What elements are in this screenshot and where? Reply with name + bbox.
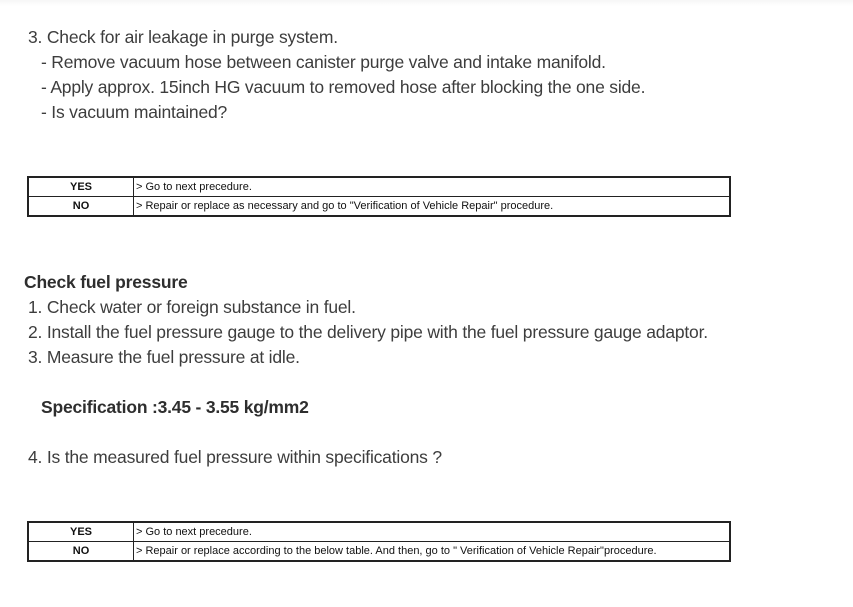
table-row bbox=[28, 522, 730, 542]
no-label: NO bbox=[28, 197, 134, 217]
table-row bbox=[28, 197, 730, 217]
no-action: > Repair or replace as necessary and go to "Verification of Vehicle Repair" procedure. bbox=[134, 197, 731, 217]
no-label: NO bbox=[28, 542, 134, 562]
substep-apply-vacuum: - Apply approx. 15inch HG vacuum to removed hose after blocking the one side. bbox=[41, 77, 646, 97]
yes-action: > Go to next precedure. bbox=[134, 177, 731, 197]
step-4-question: 4. Is the measured fuel pressure within specifications ? bbox=[28, 447, 442, 467]
step-3: 3. Measure the fuel pressure at idle. bbox=[28, 347, 300, 367]
step-2: 2. Install the fuel pressure gauge to the delivery pipe with the fuel pressure gauge adaptor. bbox=[28, 322, 708, 342]
specification: Specification :3.45 - 3.55 kg/mm2 bbox=[41, 397, 309, 417]
yes-action: > Go to next precedure. bbox=[134, 522, 731, 542]
step-1: 1. Check water or foreign substance in fuel. bbox=[28, 297, 356, 317]
purge-result-table bbox=[27, 176, 731, 217]
fuel-pressure-result-table bbox=[27, 521, 731, 562]
table-row bbox=[28, 177, 730, 197]
no-action: > Repair or replace according to the below table. And then, go to " Verification of Vehicle Repair"procedure. bbox=[134, 542, 731, 562]
section-title: Check fuel pressure bbox=[24, 272, 188, 292]
substep-remove-hose: - Remove vacuum hose between canister purge valve and intake manifold. bbox=[41, 52, 606, 72]
step-3-heading: 3. Check for air leakage in purge system. bbox=[28, 27, 338, 47]
table-row bbox=[28, 542, 730, 562]
top-edge bbox=[0, 0, 853, 6]
yes-label: YES bbox=[28, 522, 134, 542]
substep-vacuum-question: - Is vacuum maintained? bbox=[41, 102, 228, 122]
yes-label: YES bbox=[28, 177, 134, 197]
